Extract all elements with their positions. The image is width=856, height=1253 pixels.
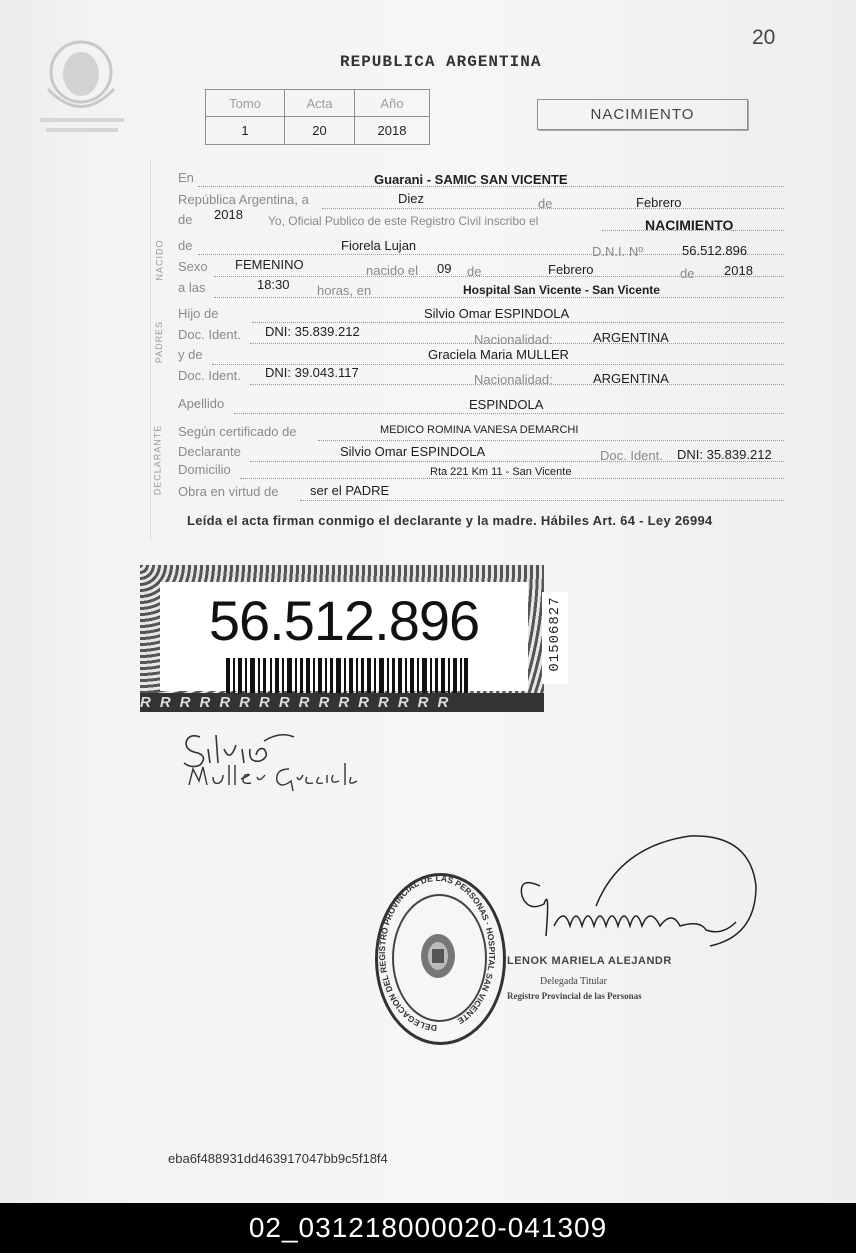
label-de: de [538,196,553,211]
document-hash: eba6f488931dd463917047bb9c5f18f4 [168,1151,388,1166]
official-role: Delegada Titular [540,976,607,987]
value-declarante: Silvio Omar ESPINDOLA [340,444,486,459]
label-domicilio: Domicilio [178,462,231,477]
label-de-4: de [467,264,482,279]
value-obra: ser el PADRE [310,483,390,498]
official-signature [510,826,760,966]
country-title: REPUBLICA ARGENTINA [340,53,542,71]
label-de-2: de [178,212,193,227]
value-padre: Silvio Omar ESPINDOLA [424,306,570,321]
value-birth-day: 09 [437,261,452,276]
barcode [226,658,468,694]
label-de-3: de [178,238,193,253]
value-madre: Graciela Maria MULLER [428,347,569,362]
signature-muller [185,755,360,793]
side-label-padres: PADRES [154,320,165,364]
label-horas: horas, en [317,283,372,298]
table-value-anio: 2018 [377,123,407,138]
value-place: Guarani - SAMIC SAN VICENTE [374,172,568,187]
label-declarante: Declarante [178,444,241,459]
control-code: 01506827 [547,596,563,672]
value-nacionalidad-1: ARGENTINA [593,330,669,345]
label-obra: Obra en virtud de [178,484,279,499]
value-doc-1: DNI: 35.839.212 [265,324,360,339]
page-number: 20 [752,26,776,49]
label-doc-2: Doc. Ident. [178,368,241,383]
sticker-number: 56.512.896 [208,589,480,652]
label-yde: y de [178,347,203,362]
value-lugar: Hospital San Vicente - San Vicente [463,283,660,297]
label-nacido: nacido el [366,263,419,278]
dni-sticker [140,565,544,712]
label-alas: a las [178,280,206,295]
official-org: Registro Provincial de las Personas [507,991,642,1001]
table-value-acta: 20 [285,117,355,144]
value-year: 2018 [214,207,243,222]
table-header-acta: Acta [285,90,355,117]
pattern-letter: R [140,694,160,711]
value-day: Diez [398,191,425,206]
value-certificado: MEDICO ROMINA VANESA DEMARCHI [380,424,579,436]
svg-text:DELEGACION DEL REGISTRO PROVIN [377,873,497,1033]
footer-id: 02_031218000020-041309 [248,1212,608,1243]
control-code-strip [542,592,568,684]
label-doc-3: Doc. Ident. [600,448,663,463]
label-en: En [178,170,194,185]
value-domicilio: Rta 221 Km 11 - San Vicente [430,466,572,478]
record-type-box: NACIMIENTO [537,99,748,130]
value-dni: 56.512.896 [682,243,748,258]
label-de-5: de [680,266,695,281]
footer-id-bar [0,1203,856,1253]
coat-of-arms-logo [38,34,128,144]
sticker-pattern-row: RRRRRRRRRRRRRRRR [140,693,544,712]
label-yo: Yo, Oficial Publico de este Registro Civil inscribo el [268,214,539,228]
label-doc-1: Doc. Ident. [178,327,241,342]
label-hijo: Hijo de [178,306,219,321]
label-apellido: Apellido [178,396,225,411]
value-doc-3: DNI: 35.839.212 [677,447,772,462]
label-dni: D.N.I. Nº [592,244,643,259]
label-republica: República Argentina, a [178,192,309,207]
side-label-nacido: NACIDO [154,239,165,281]
value-birth-year: 2018 [724,263,753,278]
value-act: NACIMIENTO [645,217,734,233]
official-name: LENOK MARIELA ALEJANDR [507,955,672,967]
table-value-tomo: 1 [206,117,285,144]
value-sexo: FEMENINO [235,257,304,272]
closing-text: Leída el acta firman conmigo el declarante y la madre. Hábiles Art. 64 - Ley 26994 [187,513,713,528]
seal-text: DELEGACION DEL REGISTRO PROVINCIAL DE LAS PERSONAS · HOSPITAL SAN VICENTE [377,873,498,1034]
side-label-declarante: DECLARANTE [152,424,163,496]
table-header-anio: Año [355,90,429,117]
official-seal [375,873,506,1045]
value-month: Febrero [636,195,682,210]
label-sexo: Sexo [178,259,208,274]
margin-line [150,160,151,540]
value-child-name: Fiorela Lujan [341,238,417,253]
label-segun: Según certificado de [178,424,297,439]
label-nacionalidad-2: Nacionalidad: [474,372,553,387]
value-birth-month: Febrero [548,262,594,277]
value-hora: 18:30 [257,277,290,292]
record-table [205,89,430,145]
table-header-tomo: Tomo [206,90,285,117]
value-apellido: ESPINDOLA [469,397,544,412]
seal-text-ring [375,873,500,1039]
value-doc-2: DNI: 39.043.117 [265,365,359,380]
sticker-label [160,582,528,691]
value-nacionalidad-2: ARGENTINA [593,371,669,386]
label-nacionalidad-1: Nacionalidad: [474,332,553,347]
